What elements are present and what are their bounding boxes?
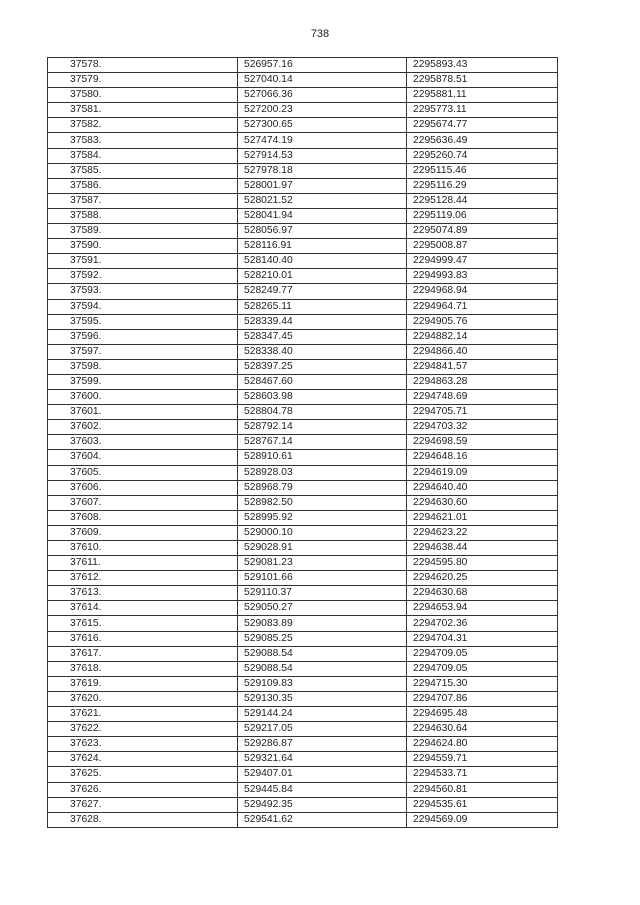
x-coordinate-cell: 529088.54 — [238, 661, 407, 676]
y-coordinate-cell: 2294638.44 — [407, 541, 558, 556]
table-row — [48, 405, 558, 420]
x-coordinate-cell: 529083.89 — [238, 616, 407, 631]
y-coordinate-cell: 2294705.71 — [407, 405, 558, 420]
table-row — [48, 269, 558, 284]
point-number-cell: 37604. — [48, 450, 238, 465]
x-coordinate-cell: 528116.91 — [238, 239, 407, 254]
x-coordinate-cell: 529101.66 — [238, 571, 407, 586]
x-coordinate-cell: 528339.44 — [238, 314, 407, 329]
table-row — [48, 420, 558, 435]
point-number-cell: 37589. — [48, 224, 238, 239]
y-coordinate-cell: 2294533.71 — [407, 767, 558, 782]
point-number-cell: 37592. — [48, 269, 238, 284]
table-row — [48, 480, 558, 495]
point-number-cell: 37615. — [48, 616, 238, 631]
y-coordinate-cell: 2294695.48 — [407, 707, 558, 722]
point-number-cell: 37596. — [48, 329, 238, 344]
x-coordinate-cell: 529081.23 — [238, 556, 407, 571]
y-coordinate-cell: 2294702.36 — [407, 616, 558, 631]
table-row — [48, 374, 558, 389]
table-row — [48, 284, 558, 299]
table-row — [48, 450, 558, 465]
x-coordinate-cell: 529028.91 — [238, 541, 407, 556]
x-coordinate-cell: 528347.45 — [238, 329, 407, 344]
coordinates-table — [47, 57, 558, 828]
table-row — [48, 103, 558, 118]
point-number-cell: 37580. — [48, 88, 238, 103]
y-coordinate-cell: 2294709.05 — [407, 646, 558, 661]
y-coordinate-cell: 2294999.47 — [407, 254, 558, 269]
table-row — [48, 118, 558, 133]
point-number-cell: 37590. — [48, 239, 238, 254]
table-row — [48, 163, 558, 178]
y-coordinate-cell: 2294619.09 — [407, 465, 558, 480]
y-coordinate-cell: 2294715.30 — [407, 676, 558, 691]
x-coordinate-cell: 528804.78 — [238, 405, 407, 420]
y-coordinate-cell: 2294698.59 — [407, 435, 558, 450]
x-coordinate-cell: 527300.65 — [238, 118, 407, 133]
point-number-cell: 37602. — [48, 420, 238, 435]
point-number-cell: 37599. — [48, 374, 238, 389]
table-row — [48, 193, 558, 208]
table-row — [48, 737, 558, 752]
table-row — [48, 58, 558, 73]
x-coordinate-cell: 528041.94 — [238, 208, 407, 223]
x-coordinate-cell: 529445.84 — [238, 782, 407, 797]
x-coordinate-cell: 528210.01 — [238, 269, 407, 284]
x-coordinate-cell: 529000.10 — [238, 525, 407, 540]
x-coordinate-cell: 529130.35 — [238, 691, 407, 706]
table-row — [48, 691, 558, 706]
point-number-cell: 37616. — [48, 631, 238, 646]
x-coordinate-cell: 528249.77 — [238, 284, 407, 299]
x-coordinate-cell: 529085.25 — [238, 631, 407, 646]
point-number-cell: 37626. — [48, 782, 238, 797]
point-number-cell: 37614. — [48, 601, 238, 616]
x-coordinate-cell: 529407.01 — [238, 767, 407, 782]
x-coordinate-cell: 529286.87 — [238, 737, 407, 752]
table-row — [48, 178, 558, 193]
x-coordinate-cell: 528928.03 — [238, 465, 407, 480]
point-number-cell: 37617. — [48, 646, 238, 661]
x-coordinate-cell: 528467.60 — [238, 374, 407, 389]
point-number-cell: 37578. — [48, 58, 238, 73]
point-number-cell: 37582. — [48, 118, 238, 133]
y-coordinate-cell: 2294863.28 — [407, 374, 558, 389]
y-coordinate-cell: 2294630.68 — [407, 586, 558, 601]
y-coordinate-cell: 2294707.86 — [407, 691, 558, 706]
point-number-cell: 37595. — [48, 314, 238, 329]
y-coordinate-cell: 2295636.49 — [407, 133, 558, 148]
table-row — [48, 601, 558, 616]
point-number-cell: 37597. — [48, 344, 238, 359]
table-row — [48, 329, 558, 344]
point-number-cell: 37585. — [48, 163, 238, 178]
point-number-cell: 37603. — [48, 435, 238, 450]
x-coordinate-cell: 529110.37 — [238, 586, 407, 601]
x-coordinate-cell: 529217.05 — [238, 722, 407, 737]
point-number-cell: 37610. — [48, 541, 238, 556]
table-row — [48, 208, 558, 223]
y-coordinate-cell: 2294640.40 — [407, 480, 558, 495]
table-row — [48, 465, 558, 480]
x-coordinate-cell: 527914.53 — [238, 148, 407, 163]
x-coordinate-cell: 528140.40 — [238, 254, 407, 269]
table-row — [48, 782, 558, 797]
table-row — [48, 541, 558, 556]
table-row — [48, 752, 558, 767]
y-coordinate-cell: 2295260.74 — [407, 148, 558, 163]
y-coordinate-cell: 2294905.76 — [407, 314, 558, 329]
x-coordinate-cell: 528056.97 — [238, 224, 407, 239]
y-coordinate-cell: 2295074.89 — [407, 224, 558, 239]
point-number-cell: 37622. — [48, 722, 238, 737]
table-row — [48, 88, 558, 103]
table-row — [48, 495, 558, 510]
table-row — [48, 676, 558, 691]
table-row — [48, 571, 558, 586]
y-coordinate-cell: 2295128.44 — [407, 193, 558, 208]
table-row — [48, 616, 558, 631]
y-coordinate-cell: 2295773.11 — [407, 103, 558, 118]
x-coordinate-cell: 528603.98 — [238, 390, 407, 405]
x-coordinate-cell: 529050.27 — [238, 601, 407, 616]
y-coordinate-cell: 2294709.05 — [407, 661, 558, 676]
point-number-cell: 37587. — [48, 193, 238, 208]
y-coordinate-cell: 2294595.80 — [407, 556, 558, 571]
y-coordinate-cell: 2294968.94 — [407, 284, 558, 299]
point-number-cell: 37593. — [48, 284, 238, 299]
table-row — [48, 435, 558, 450]
x-coordinate-cell: 529541.62 — [238, 812, 407, 827]
table-row — [48, 299, 558, 314]
point-number-cell: 37605. — [48, 465, 238, 480]
table-row — [48, 148, 558, 163]
x-coordinate-cell: 529492.35 — [238, 797, 407, 812]
y-coordinate-cell: 2294866.40 — [407, 344, 558, 359]
y-coordinate-cell: 2294560.81 — [407, 782, 558, 797]
y-coordinate-cell: 2294535.61 — [407, 797, 558, 812]
table-row — [48, 586, 558, 601]
coordinates-table-body — [48, 58, 558, 828]
y-coordinate-cell: 2294653.94 — [407, 601, 558, 616]
point-number-cell: 37627. — [48, 797, 238, 812]
x-coordinate-cell: 528338.40 — [238, 344, 407, 359]
point-number-cell: 37624. — [48, 752, 238, 767]
point-number-cell: 37586. — [48, 178, 238, 193]
table-row — [48, 797, 558, 812]
y-coordinate-cell: 2294841.57 — [407, 359, 558, 374]
point-number-cell: 37608. — [48, 510, 238, 525]
point-number-cell: 37581. — [48, 103, 238, 118]
x-coordinate-cell: 528265.11 — [238, 299, 407, 314]
y-coordinate-cell: 2294630.64 — [407, 722, 558, 737]
y-coordinate-cell: 2294621.01 — [407, 510, 558, 525]
point-number-cell: 37600. — [48, 390, 238, 405]
table-row — [48, 812, 558, 827]
point-number-cell: 37609. — [48, 525, 238, 540]
table-row — [48, 314, 558, 329]
y-coordinate-cell: 2294882.14 — [407, 329, 558, 344]
table-row — [48, 661, 558, 676]
x-coordinate-cell: 529109.83 — [238, 676, 407, 691]
x-coordinate-cell: 526957.16 — [238, 58, 407, 73]
x-coordinate-cell: 527040.14 — [238, 73, 407, 88]
point-number-cell: 37584. — [48, 148, 238, 163]
x-coordinate-cell: 528397.25 — [238, 359, 407, 374]
x-coordinate-cell: 527066.36 — [238, 88, 407, 103]
table-row — [48, 73, 558, 88]
page-number: 738 — [310, 28, 330, 40]
y-coordinate-cell: 2294648.16 — [407, 450, 558, 465]
point-number-cell: 37612. — [48, 571, 238, 586]
x-coordinate-cell: 527200.23 — [238, 103, 407, 118]
table-row — [48, 646, 558, 661]
table-row — [48, 344, 558, 359]
y-coordinate-cell: 2294704.31 — [407, 631, 558, 646]
y-coordinate-cell: 2294748.69 — [407, 390, 558, 405]
y-coordinate-cell: 2294993.83 — [407, 269, 558, 284]
x-coordinate-cell: 527978.18 — [238, 163, 407, 178]
point-number-cell: 37611. — [48, 556, 238, 571]
y-coordinate-cell: 2295116.29 — [407, 178, 558, 193]
x-coordinate-cell: 529144.24 — [238, 707, 407, 722]
point-number-cell: 37613. — [48, 586, 238, 601]
point-number-cell: 37619. — [48, 676, 238, 691]
point-number-cell: 37588. — [48, 208, 238, 223]
table-row — [48, 525, 558, 540]
y-coordinate-cell: 2294620.25 — [407, 571, 558, 586]
table-row — [48, 239, 558, 254]
point-number-cell: 37621. — [48, 707, 238, 722]
y-coordinate-cell: 2295881.11 — [407, 88, 558, 103]
x-coordinate-cell: 529088.54 — [238, 646, 407, 661]
point-number-cell: 37579. — [48, 73, 238, 88]
point-number-cell: 37625. — [48, 767, 238, 782]
x-coordinate-cell: 528968.79 — [238, 480, 407, 495]
x-coordinate-cell: 528792.14 — [238, 420, 407, 435]
point-number-cell: 37583. — [48, 133, 238, 148]
x-coordinate-cell: 528910.61 — [238, 450, 407, 465]
point-number-cell: 37601. — [48, 405, 238, 420]
point-number-cell: 37620. — [48, 691, 238, 706]
y-coordinate-cell: 2295008.87 — [407, 239, 558, 254]
x-coordinate-cell: 528767.14 — [238, 435, 407, 450]
table-row — [48, 707, 558, 722]
point-number-cell: 37598. — [48, 359, 238, 374]
x-coordinate-cell: 528021.52 — [238, 193, 407, 208]
x-coordinate-cell: 528982.50 — [238, 495, 407, 510]
point-number-cell: 37618. — [48, 661, 238, 676]
y-coordinate-cell: 2294703.32 — [407, 420, 558, 435]
point-number-cell: 37623. — [48, 737, 238, 752]
y-coordinate-cell: 2294964.71 — [407, 299, 558, 314]
y-coordinate-cell: 2294559.71 — [407, 752, 558, 767]
y-coordinate-cell: 2294623.22 — [407, 525, 558, 540]
table-row — [48, 722, 558, 737]
y-coordinate-cell: 2295893.43 — [407, 58, 558, 73]
table-row — [48, 390, 558, 405]
table-row — [48, 254, 558, 269]
point-number-cell: 37591. — [48, 254, 238, 269]
y-coordinate-cell: 2295119.06 — [407, 208, 558, 223]
y-coordinate-cell: 2294624.80 — [407, 737, 558, 752]
y-coordinate-cell: 2295115.46 — [407, 163, 558, 178]
point-number-cell: 37606. — [48, 480, 238, 495]
table-row — [48, 133, 558, 148]
point-number-cell: 37607. — [48, 495, 238, 510]
point-number-cell: 37628. — [48, 812, 238, 827]
x-coordinate-cell: 529321.64 — [238, 752, 407, 767]
table-row — [48, 224, 558, 239]
table-row — [48, 510, 558, 525]
x-coordinate-cell: 527474.19 — [238, 133, 407, 148]
y-coordinate-cell: 2295674.77 — [407, 118, 558, 133]
table-row — [48, 767, 558, 782]
x-coordinate-cell: 528995.92 — [238, 510, 407, 525]
y-coordinate-cell: 2294630.60 — [407, 495, 558, 510]
table-row — [48, 556, 558, 571]
y-coordinate-cell: 2295878.51 — [407, 73, 558, 88]
x-coordinate-cell: 528001.97 — [238, 178, 407, 193]
table-row — [48, 359, 558, 374]
y-coordinate-cell: 2294569.09 — [407, 812, 558, 827]
point-number-cell: 37594. — [48, 299, 238, 314]
table-row — [48, 631, 558, 646]
